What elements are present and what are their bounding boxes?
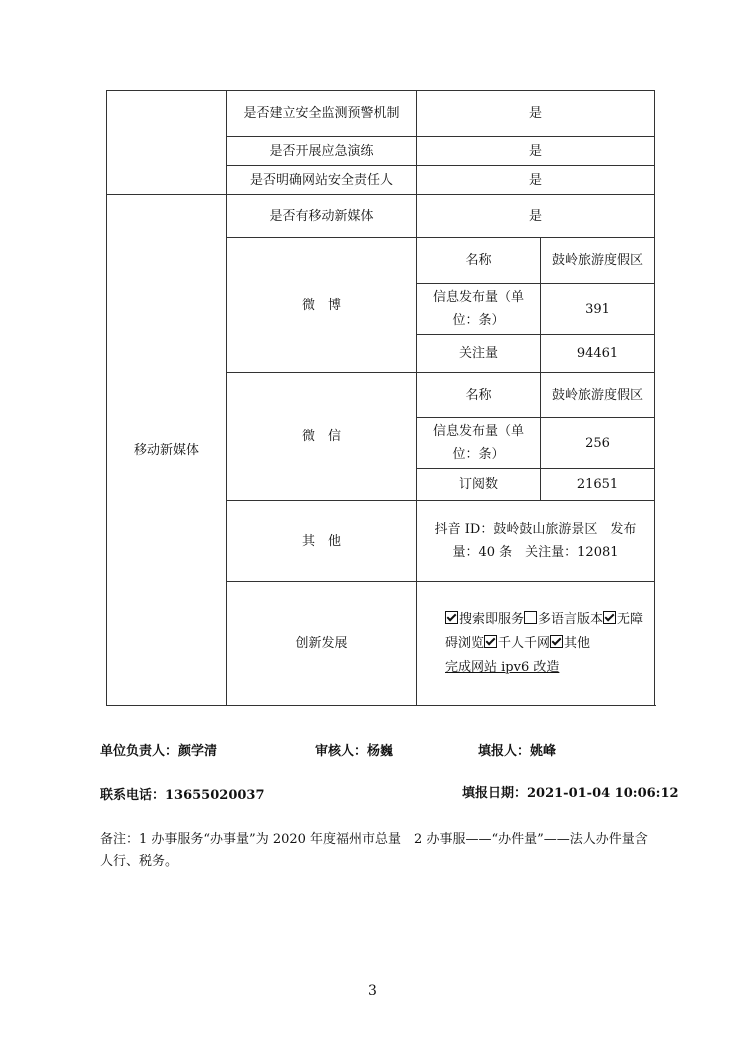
other-media-value: 抖音 ID：鼓岭鼓山旅游景区 发布量：40 条 关注量：12081	[417, 501, 655, 582]
wechat-sub-label: 订阅数	[417, 469, 541, 501]
other-media-label: 其 他	[227, 501, 417, 582]
innovation-options	[417, 582, 655, 706]
checkbox-accessibility[interactable]	[603, 611, 616, 624]
monitoring-label: 是否建立安全监测预警机制	[227, 91, 417, 137]
remarks: 备注：1 办事服务“办事量”为 2020 年度福州市总量 2 办事服——“办件量”——法人办件量含人行、税务。	[100, 832, 648, 869]
reviewer: 审核人：杨巍	[315, 744, 394, 759]
weibo-follow-label: 关注量	[417, 335, 541, 373]
weibo-posts-label: 信息发布量（单位：条）	[417, 284, 541, 335]
option-personalized: 千人千网	[498, 635, 551, 651]
weibo-label: 微 博	[227, 238, 417, 373]
security-owner-label: 是否明确网站安全责任人	[227, 166, 417, 195]
option-accessibility: 无障碍浏览	[445, 611, 644, 651]
checkbox-multilanguage[interactable]	[524, 611, 537, 624]
has-media-label: 是否有移动新媒体	[227, 195, 417, 238]
checkbox-other[interactable]	[550, 635, 563, 648]
wechat-name-value: 鼓岭旅游度假区	[541, 373, 655, 418]
weibo-name-value: 鼓岭旅游度假区	[541, 238, 655, 284]
blank-category-cell	[107, 91, 227, 195]
option-multilanguage: 多语言版本	[538, 611, 604, 627]
wechat-label: 微 信	[227, 373, 417, 501]
report-date: 填报日期：2021-01-04 10:06:12	[462, 786, 679, 801]
option-search-service: 搜索即服务	[459, 611, 525, 627]
contact-phone: 联系电话：13655020037	[100, 788, 265, 803]
report-table	[106, 90, 655, 706]
drill-value: 是	[417, 137, 655, 166]
weibo-follow-value: 94461	[541, 335, 655, 373]
responsible-person: 单位负责人：颜学清	[100, 744, 218, 759]
option-other: 其他	[564, 635, 591, 651]
drill-label: 是否开展应急演练	[227, 137, 417, 166]
mobile-media-category: 移动新媒体	[107, 195, 227, 706]
monitoring-value: 是	[417, 91, 655, 137]
wechat-sub-value: 21651	[541, 469, 655, 501]
wechat-name-label: 名称	[417, 373, 541, 418]
wechat-posts-value: 256	[541, 418, 655, 469]
checkbox-search-service[interactable]	[445, 611, 458, 624]
page-number: 3	[368, 983, 377, 999]
innovation-other-text: 完成网站 ipv6 改造	[445, 659, 560, 675]
weibo-posts-value: 391	[541, 284, 655, 335]
innovation-category: 创新发展	[227, 582, 417, 706]
wechat-posts-label: 信息发布量（单位：条）	[417, 418, 541, 469]
filler: 填报人：姚峰	[478, 744, 557, 759]
has-media-value: 是	[417, 195, 655, 238]
checkbox-personalized[interactable]	[484, 635, 497, 648]
security-owner-value: 是	[417, 166, 655, 195]
weibo-name-label: 名称	[417, 238, 541, 284]
